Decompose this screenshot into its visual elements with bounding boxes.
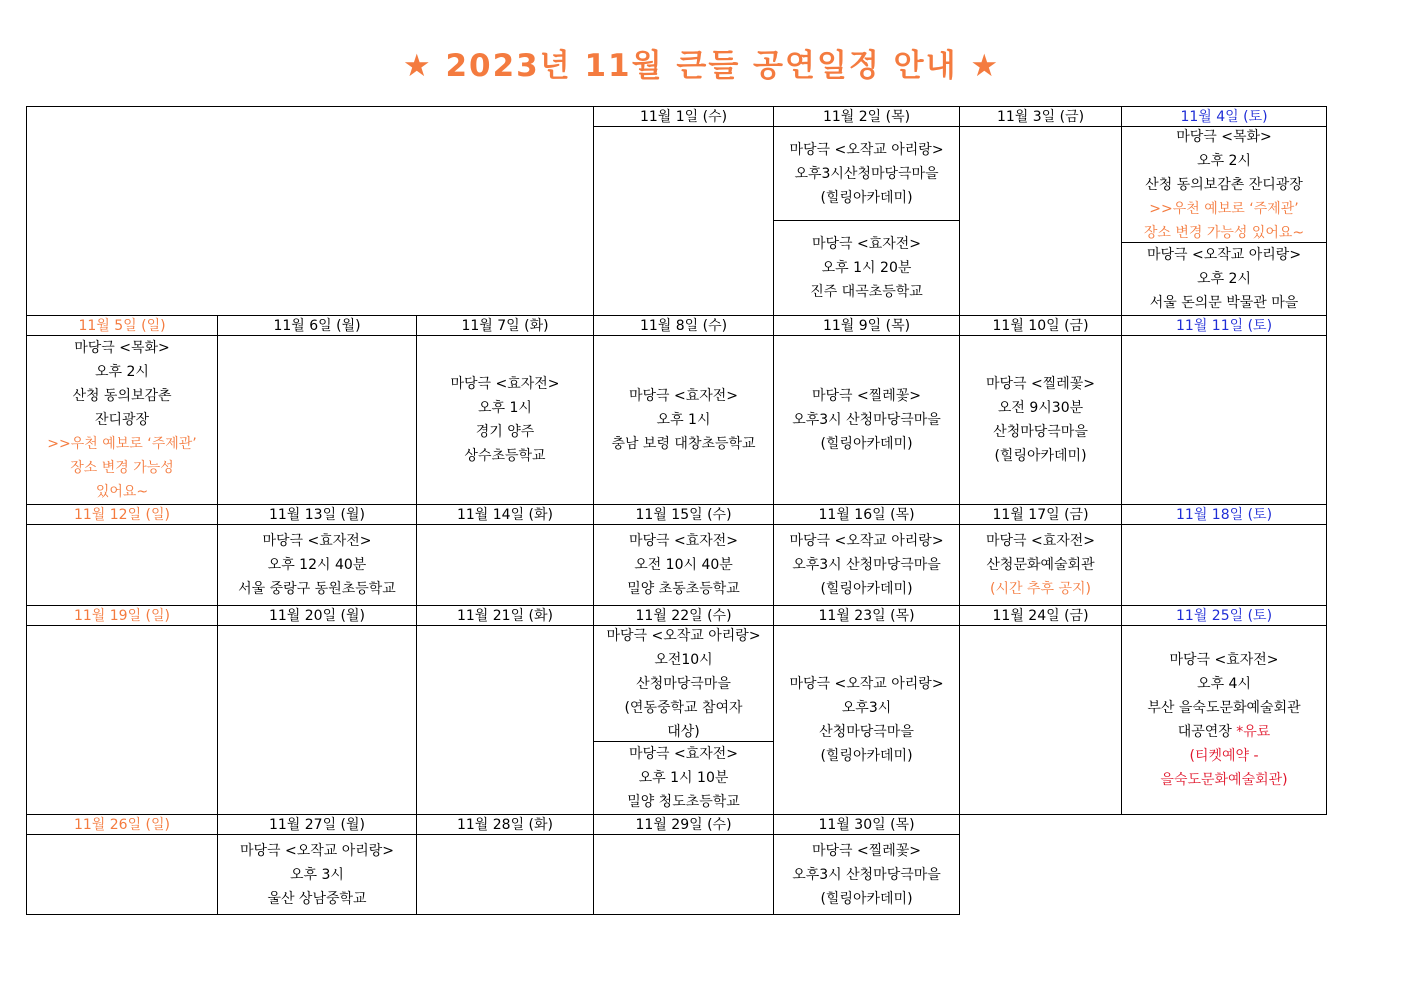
event-block	[960, 525, 1121, 605]
event-venue-line	[1178, 720, 1271, 744]
day-cell-empty	[417, 525, 594, 606]
empty-cell	[960, 815, 1327, 915]
event-block	[774, 127, 959, 221]
event-time: 오후 2시	[1197, 271, 1251, 287]
event-block	[774, 835, 959, 914]
day-header-saturday: 11월 4일 (토)	[1122, 107, 1327, 127]
day-cell	[774, 525, 960, 606]
event-note: (연동중학교 참여자	[624, 699, 743, 716]
event-time: 오후3시 산청마당극마을	[792, 866, 941, 883]
event-title: 마당극 <목화>	[74, 340, 170, 356]
day-cell-empty	[218, 626, 417, 815]
day-cell	[1122, 626, 1327, 815]
event-title: 마당극 <효자전>	[1169, 652, 1279, 668]
day-cell	[960, 525, 1122, 606]
event-time: 오후 1시 20분	[821, 260, 912, 276]
event-block	[218, 835, 416, 914]
event-place: 잔디광장	[94, 412, 150, 428]
event-block	[594, 336, 773, 504]
rain-notice: >>우천 예보로 ‘주제관’	[47, 436, 197, 452]
event-block	[774, 221, 959, 315]
event-time: 오후 1시	[656, 412, 711, 428]
event-time: 오후3시산청마당극마을	[794, 165, 939, 182]
day-header: 11월 23일 (목)	[774, 606, 960, 626]
event-place: 산청 동의보감촌 잔디광장	[1145, 176, 1303, 193]
day-cell	[594, 525, 774, 606]
event-time: 오전 9시30분	[997, 400, 1084, 416]
event-time: 오후3시 산청마당극마을	[792, 557, 941, 573]
event-time: 오후 2시	[1197, 152, 1251, 169]
event-title: 마당극 <오작교 아리랑>	[1146, 247, 1302, 263]
event-place: 산청마당극마을	[993, 424, 1088, 440]
event-place: 경기 양주	[475, 424, 535, 440]
day-header: 11월 15일 (수)	[594, 505, 774, 525]
day-header: 11월 28일 (화)	[417, 815, 594, 835]
day-cell	[218, 525, 417, 606]
day-header: 11월 1일 (수)	[594, 107, 774, 127]
event-title: 마당극 <효자전>	[450, 376, 560, 392]
event-title: 마당극 <오작교 아리랑>	[239, 842, 395, 859]
event-time: 오후 12시 40분	[267, 557, 367, 573]
day-cell-empty	[417, 835, 594, 915]
event-time: 오후 3시	[290, 866, 344, 883]
day-cell	[960, 336, 1122, 505]
day-header-saturday: 11월 11일 (토)	[1122, 316, 1327, 336]
day-header: 11월 17일 (금)	[960, 505, 1122, 525]
event-time: 오후3시	[841, 700, 892, 716]
page-title: ★ 2023년 11월 큰들 공연일정 안내 ★	[402, 48, 1001, 84]
event-place: 산청마당극마을	[636, 675, 731, 692]
day-header: 11월 7일 (화)	[417, 316, 594, 336]
event-title: 마당극 <찔레꽃>	[811, 842, 922, 859]
day-cell-empty	[417, 626, 594, 815]
event-place: 산청문화예술회관	[986, 557, 1095, 573]
event-title: 마당극 <효자전>	[262, 533, 372, 549]
event-title: 마당극 <오작교 아리랑>	[606, 627, 761, 644]
event-place: 서울 중랑구 동원초등학교	[238, 581, 396, 597]
day-header-sunday: 11월 5일 (일)	[27, 316, 218, 336]
day-header: 11월 21일 (화)	[417, 606, 594, 626]
day-header: 11월 13일 (월)	[218, 505, 417, 525]
day-cell	[417, 336, 594, 505]
event-title: 마당극 <목화>	[1176, 128, 1272, 145]
event-block	[1122, 243, 1326, 315]
event-time: 오후 1시	[478, 400, 532, 416]
day-cell-empty	[960, 127, 1122, 316]
event-title: 마당극 <효자전>	[628, 388, 739, 404]
event-block	[774, 626, 959, 814]
day-header: 11월 14일 (화)	[417, 505, 594, 525]
day-header: 11월 2일 (목)	[774, 107, 960, 127]
event-block	[27, 336, 217, 504]
event-title: 마당극 <오작교 아리랑>	[789, 141, 944, 158]
day-header: 11월 29일 (수)	[594, 815, 774, 835]
event-block	[417, 336, 593, 504]
event-block	[594, 626, 773, 742]
event-title: 마당극 <오작교 아리랑>	[789, 676, 944, 692]
day-header: 11월 10일 (금)	[960, 316, 1122, 336]
day-header: 11월 24일 (금)	[960, 606, 1122, 626]
event-title: 마당극 <찔레꽃>	[985, 376, 1096, 392]
event-block	[774, 336, 959, 504]
ticket-notice: 을숙도문화예술회관)	[1160, 772, 1288, 788]
event-time: 오후 2시	[95, 364, 149, 380]
event-title: 마당극 <효자전>	[628, 533, 739, 549]
day-header: 11월 20일 (월)	[218, 606, 417, 626]
schedule-calendar	[26, 106, 1327, 915]
day-cell-empty	[594, 127, 774, 316]
event-block	[1122, 626, 1326, 814]
event-block	[594, 525, 773, 605]
day-header-sunday: 11월 26일 (일)	[27, 815, 218, 835]
event-place: 산청마당극마을	[819, 724, 914, 740]
event-title: 마당극 <효자전>	[628, 746, 739, 762]
day-cell	[594, 336, 774, 505]
day-cell	[1122, 127, 1327, 316]
day-cell-empty	[960, 626, 1122, 815]
event-place: (힐링아카데미)	[820, 581, 913, 597]
event-place: 밀양 초동초등학교	[627, 581, 740, 597]
event-place: (힐링아카데미)	[820, 748, 913, 764]
event-note: 대상)	[667, 723, 700, 740]
event-place: 산청 동의보감촌	[72, 388, 172, 404]
day-header-sunday: 11월 12일 (일)	[27, 505, 218, 525]
day-cell	[774, 127, 960, 316]
day-header: 11월 8일 (수)	[594, 316, 774, 336]
event-time: 오전10시	[654, 651, 713, 668]
event-block	[774, 525, 959, 605]
event-block	[594, 742, 773, 814]
event-place: (힐링아카데미)	[820, 189, 913, 206]
ticket-notice: (티켓예약 -	[1189, 748, 1259, 764]
day-cell-empty	[27, 525, 218, 606]
day-header: 11월 3일 (금)	[960, 107, 1122, 127]
empty-cell	[27, 107, 594, 316]
event-place: 부산 을숙도문화예술회관	[1147, 700, 1301, 716]
day-cell-empty	[1122, 336, 1327, 505]
event-title: 마당극 <효자전>	[811, 236, 922, 252]
event-place: 진주 대곡초등학교	[810, 284, 923, 300]
day-cell-empty	[1122, 525, 1327, 606]
day-cell-empty	[218, 336, 417, 505]
day-cell	[774, 626, 960, 815]
day-header: 11월 30일 (목)	[774, 815, 960, 835]
day-header: 11월 27일 (월)	[218, 815, 417, 835]
day-header: 11월 9일 (목)	[774, 316, 960, 336]
event-place: 울산 상남중학교	[267, 890, 367, 907]
event-title: 마당극 <효자전>	[985, 533, 1096, 549]
event-place: 상수초등학교	[464, 448, 546, 464]
rain-notice: 있어요~	[95, 484, 149, 500]
day-cell	[774, 835, 960, 915]
event-block	[960, 336, 1121, 504]
rain-notice: 장소 변경 가능성 있어요~	[1143, 224, 1305, 241]
event-title: 마당극 <오작교 아리랑>	[789, 533, 944, 549]
event-place: (힐링아카데미)	[994, 448, 1087, 464]
event-time: 오후3시 산청마당극마을	[792, 412, 941, 428]
event-place: 충남 보령 대창초등학교	[611, 436, 756, 452]
day-cell	[594, 626, 774, 815]
day-header-sunday: 11월 19일 (일)	[27, 606, 218, 626]
day-cell	[218, 835, 417, 915]
event-place: (힐링아카데미)	[820, 890, 913, 907]
event-time: 오후 4시	[1197, 676, 1251, 692]
event-place: (힐링아카데미)	[820, 436, 913, 452]
event-venue: 대공연장	[1177, 724, 1237, 740]
day-header: 11월 22일 (수)	[594, 606, 774, 626]
event-block	[218, 525, 416, 605]
day-cell-empty	[27, 835, 218, 915]
day-header: 11월 16일 (목)	[774, 505, 960, 525]
day-header-saturday: 11월 25일 (토)	[1122, 606, 1327, 626]
day-header: 11월 6일 (월)	[218, 316, 417, 336]
day-cell-empty	[27, 626, 218, 815]
event-block	[1122, 127, 1326, 243]
day-cell	[27, 336, 218, 505]
rain-notice: >>우천 예보로 ‘주제관’	[1149, 200, 1299, 217]
day-header-saturday: 11월 18일 (토)	[1122, 505, 1327, 525]
event-time: 오전 10시 40분	[634, 557, 733, 573]
event-place: 밀양 청도초등학교	[627, 794, 740, 810]
event-time: 오후 1시 10분	[638, 770, 729, 786]
day-cell	[774, 336, 960, 505]
event-place: 서울 돈의문 박물관 마을	[1149, 295, 1299, 311]
rain-notice: 장소 변경 가능성	[70, 460, 174, 476]
paid-notice: *유료	[1236, 724, 1271, 740]
day-cell-empty	[594, 835, 774, 915]
time-notice: (시간 추후 공지)	[990, 581, 1091, 597]
event-title: 마당극 <찔레꽃>	[811, 388, 922, 404]
